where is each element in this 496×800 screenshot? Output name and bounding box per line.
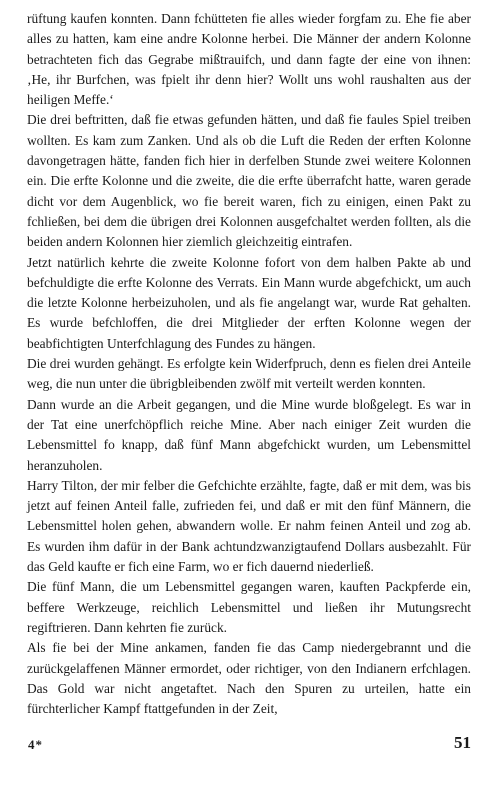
page-footer (0, 733, 496, 757)
paragraph-5: Dann wurde an die Arbeit gegangen, und die Mine wurde bloßgelegt. Es war in der Tat eine unerfchöpflich reiche Mine. Aber nach einiger Zeit wurden die Lebensmittel fo knapp, daß fünf Mann abgefchickt wurden, um Lebensmittel heranzuholen. (27, 396, 471, 473)
paragraph-1: rüftung kaufen konnten. Dann fchütteten fie alles wieder forgfam zu. Ehe fie aber alles zu hatten, kam eine andre Kolonne herbei. Die Männer der andern Kolonne betrachteten fich das Gegrabe mißtrauifch, und dann fagte der eine von ihnen: ‚He, ihr Burfchen, was fpielt ihr denn hier? Wollt uns wohl raushalten aus der heiligen Meffe.‘ (27, 11, 471, 108)
body-text (27, 9, 471, 719)
paragraph-7: Die fünf Mann, die um Lebensmittel gegangen waren, kauften Packpferde ein, beffere Werkzeuge, reichlich Lebensmittel und ließen ihr Mutungsrecht regiftrieren. Dann kehrten fie zurück. (27, 579, 471, 635)
paragraph-2: Die drei beftritten, daß fie etwas gefunden hätten, und daß fie faules Spiel treiben wollten. Es kam zum Zanken. Und als ob die Luft die Reden der erften Kolonne davongetragen hätte, fanden fich hier in derfelben Stunde zwei weitere Kolonnen ein. Die erfte Kolonne und die zweite, die die erfte überrafcht hatte, waren gerade dicht vor dem Augenblick, wo fie bereit waren, fich zu einigen, einen Pakt zu fchließen, bei dem die übrigen drei Kolonnen ausgefchaltet werden follten, als die beiden andern Kolonnen hier ziemlich gleichzeitig eintrafen. (27, 112, 471, 250)
paragraph-3: Jetzt natürlich kehrte die zweite Kolonne fofort von dem halben Pakte ab und befchuldigte die erfte Kolonne des Verrats. Ein Mann wurde abgefchickt, um auch die letzte Kolonne herbeizuholen, und als fie angelangt war, wurde Rat gehalten. Es wurde befchloffen, die drei Mitglieder der erften Kolonne wegen der beabfichtigten Unterfchlagung des Fundes zu hängen. (27, 254, 471, 351)
paragraph-6: Harry Tilton, der mir felber die Gefchichte erzählte, fagte, daß er mit dem, was bis jetzt auf feinen Anteil falle, zufrieden fei, und daß er mit den fünf Männern, die Lebensmittel holen gehen, abwandern wolle. Er nahm feinen Anteil und zog ab. Es wurden ihm dafür in der Bank achtundzwanzigtaufend Dollars ausbezahlt. Für das Geld kaufte er fich eine Farm, wo er fich dauernd niederließ. (27, 477, 471, 575)
page-number: 51 (454, 733, 471, 752)
paragraph-4: Die drei wurden gehängt. Es erfolgte kein Widerfpruch, denn es fielen drei Anteile weg, die nun unter die übrigbleibenden zwölf mit verteilt werden konnten. (27, 356, 471, 392)
signature-mark: 4* (28, 737, 43, 752)
paragraph-8: Als fie bei der Mine ankamen, fanden fie das Camp niedergebrannt und die zurückgelaffenen Männer ermordet, oder richtiger, von den Indianern erfchlagen. Das Gold war nicht angetaftet. Nach den Spuren zu urteilen, hatte ein fürchterlicher Kampf ftattgefunden in der Zeit, (27, 640, 471, 717)
